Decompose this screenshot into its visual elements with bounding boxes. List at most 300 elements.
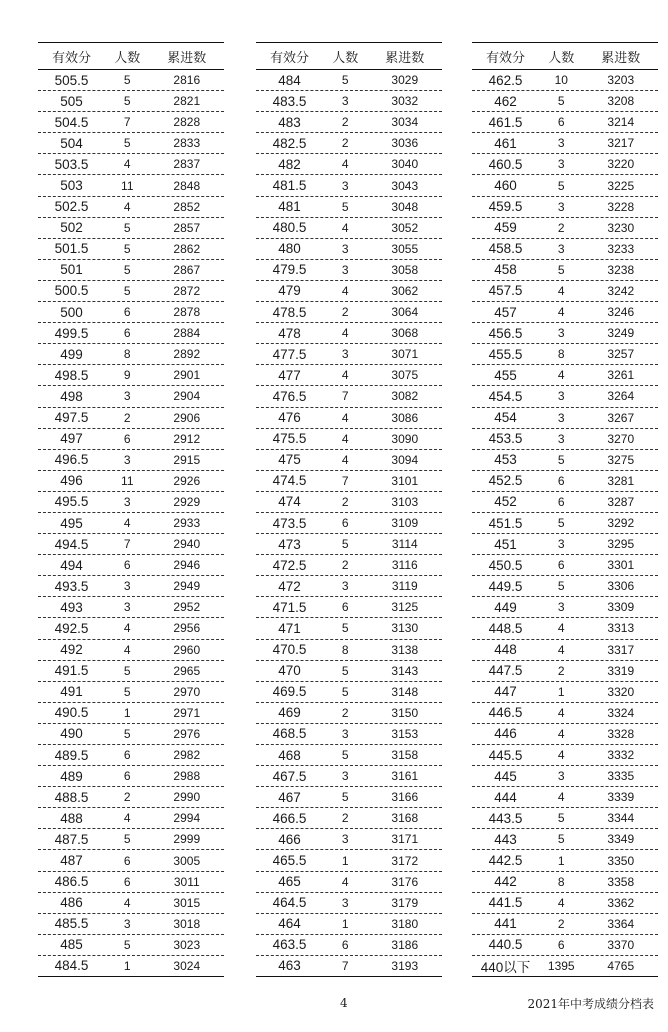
cumulative-cell: 3130 (391, 621, 419, 636)
cumulative-cell: 2971 (173, 705, 201, 720)
table-row (38, 935, 224, 956)
table-row (256, 471, 442, 492)
cumulative-cell: 2837 (173, 157, 201, 172)
score-cell: 498 (60, 388, 83, 404)
score-cell: 477 (278, 367, 301, 383)
table-row (472, 365, 658, 386)
cumulative-cell: 3264 (607, 389, 635, 404)
cumulative-cell: 3138 (391, 642, 419, 657)
table-row (472, 133, 658, 154)
cumulative-cell: 3344 (607, 811, 635, 826)
score-cell: 448.5 (488, 620, 523, 636)
count-cell: 7 (341, 958, 349, 973)
table-row (38, 661, 224, 682)
table-body (38, 70, 224, 977)
cumulative-cell: 3032 (391, 94, 419, 109)
count-cell: 2 (123, 410, 131, 425)
table-row (38, 323, 224, 344)
cumulative-cell: 3040 (391, 157, 419, 172)
cumulative-cell: 3082 (391, 389, 419, 404)
score-cell: 487.5 (54, 831, 89, 847)
count-cell: 4 (341, 368, 349, 383)
table-row (472, 829, 658, 850)
score-cell: 442 (494, 874, 517, 890)
cumulative-cell: 3024 (173, 958, 201, 973)
cumulative-cell: 3153 (391, 726, 419, 741)
table-row (38, 872, 224, 893)
count-cell: 3 (123, 600, 131, 615)
count-cell: 8 (557, 874, 565, 889)
count-cell: 5 (557, 832, 565, 847)
table-row (38, 471, 224, 492)
cumulative-cell: 3090 (391, 431, 419, 446)
cumulative-cell: 2940 (173, 537, 201, 552)
cumulative-cell: 3306 (607, 579, 635, 594)
table-row (256, 386, 442, 407)
cumulative-cell: 3292 (607, 516, 635, 531)
score-cell: 487 (60, 853, 83, 869)
score-cell: 480.5 (272, 220, 307, 236)
count-cell: 4 (123, 516, 131, 531)
table-row (256, 344, 442, 365)
score-cell: 477.5 (272, 346, 307, 362)
cumulative-cell: 3270 (607, 431, 635, 446)
score-cell: 478 (278, 325, 301, 341)
cumulative-cell: 2926 (173, 473, 201, 488)
score-cell: 504 (60, 135, 83, 151)
cumulative-cell: 3238 (607, 262, 635, 277)
table-row (256, 112, 442, 133)
score-cell: 467.5 (272, 768, 307, 784)
score-cell: 461.5 (488, 114, 523, 130)
header-cumulative: 累进数 (167, 50, 207, 66)
count-cell: 2 (341, 494, 349, 509)
cumulative-cell: 3018 (173, 916, 201, 931)
count-cell: 3 (557, 410, 565, 425)
cumulative-cell: 2833 (173, 136, 201, 151)
count-cell: 3 (557, 136, 565, 151)
count-cell: 3 (341, 262, 349, 277)
count-cell: 3 (557, 431, 565, 446)
table-row (472, 112, 658, 133)
score-cell: 471 (278, 620, 301, 636)
count-cell: 6 (123, 431, 131, 446)
score-cell: 447.5 (488, 663, 523, 679)
count-cell: 5 (341, 621, 349, 636)
count-cell: 6 (557, 115, 565, 130)
count-cell: 5 (341, 199, 349, 214)
cumulative-cell: 3349 (607, 832, 635, 847)
score-cell: 455 (494, 367, 517, 383)
table-row (472, 850, 658, 871)
cumulative-cell: 2988 (173, 769, 201, 784)
score-cell: 491.5 (54, 663, 89, 679)
count-cell: 4 (123, 642, 131, 657)
table-row (256, 70, 442, 91)
table-row (256, 724, 442, 745)
table-row (256, 197, 442, 218)
table-row (472, 576, 658, 597)
table-row (472, 175, 658, 196)
score-cell: 470 (278, 663, 301, 679)
cumulative-cell: 3364 (607, 916, 635, 931)
count-cell: 4 (341, 452, 349, 467)
count-cell: 5 (123, 832, 131, 847)
table-row (38, 91, 224, 112)
count-cell: 5 (557, 579, 565, 594)
cumulative-cell: 3320 (607, 684, 635, 699)
count-cell: 2 (557, 663, 565, 678)
score-cell: 473 (278, 536, 301, 552)
cumulative-cell: 3172 (391, 853, 419, 868)
score-cell: 502.5 (54, 199, 89, 215)
cumulative-cell: 2949 (173, 579, 201, 594)
cumulative-cell: 3370 (607, 937, 635, 952)
cumulative-cell: 2976 (173, 726, 201, 741)
table-row (38, 133, 224, 154)
cumulative-cell: 3052 (391, 220, 419, 235)
cumulative-cell: 3362 (607, 895, 635, 910)
cumulative-cell: 3055 (391, 241, 419, 256)
count-cell: 8 (341, 642, 349, 657)
table-row (38, 492, 224, 513)
table-row (38, 808, 224, 829)
count-cell: 5 (123, 684, 131, 699)
count-cell: 5 (341, 790, 349, 805)
score-cell: 450.5 (488, 557, 523, 573)
count-cell: 4 (123, 199, 131, 214)
score-cell: 472.5 (272, 557, 307, 573)
score-cell: 454 (494, 410, 517, 426)
document-title: 2021年中考成绩分档表 (527, 997, 654, 1011)
table-row (38, 175, 224, 196)
score-cell: 493 (60, 599, 83, 615)
cumulative-cell: 3068 (391, 326, 419, 341)
count-cell: 6 (123, 326, 131, 341)
table-row (472, 808, 658, 829)
count-cell: 3 (341, 895, 349, 910)
count-cell: 3 (341, 241, 349, 256)
score-cell: 460 (494, 178, 517, 194)
table-row (38, 513, 224, 534)
cumulative-cell: 3036 (391, 136, 419, 151)
score-cell: 441.5 (488, 895, 523, 911)
count-cell: 3 (341, 769, 349, 784)
count-cell: 2 (341, 305, 349, 320)
count-cell: 4 (123, 157, 131, 172)
cumulative-cell: 2960 (173, 642, 201, 657)
score-cell: 492 (60, 642, 83, 658)
cumulative-cell: 3071 (391, 347, 419, 362)
count-cell: 4 (341, 220, 349, 235)
count-cell: 6 (123, 558, 131, 573)
score-cell: 465.5 (272, 853, 307, 869)
count-cell: 8 (557, 347, 565, 362)
count-cell: 5 (123, 937, 131, 952)
count-cell: 5 (557, 516, 565, 531)
cumulative-cell: 2970 (173, 684, 201, 699)
table-row (38, 302, 224, 323)
cumulative-cell: 3086 (391, 410, 419, 425)
count-cell: 4 (123, 621, 131, 636)
cumulative-cell: 3023 (173, 937, 201, 952)
count-cell: 5 (341, 684, 349, 699)
score-cell: 452 (494, 494, 517, 510)
cumulative-cell: 3114 (391, 537, 418, 552)
count-cell: 6 (123, 769, 131, 784)
score-cell: 475 (278, 452, 301, 468)
table-header (38, 42, 224, 70)
score-cell: 488.5 (54, 789, 89, 805)
header-cumulative: 累进数 (385, 50, 425, 66)
table-row (256, 576, 442, 597)
table-row (472, 703, 658, 724)
cumulative-cell: 3313 (607, 621, 635, 636)
cumulative-cell: 3011 (173, 874, 200, 889)
count-cell: 4 (557, 895, 565, 910)
cumulative-cell: 2999 (173, 832, 201, 847)
table-row (38, 344, 224, 365)
cumulative-cell: 3225 (607, 178, 635, 193)
header-cumulative: 累进数 (601, 50, 641, 66)
cumulative-cell: 3281 (607, 473, 635, 488)
table-row (38, 640, 224, 661)
table-row (256, 302, 442, 323)
cumulative-cell: 2862 (173, 241, 201, 256)
count-cell: 4 (557, 305, 565, 320)
cumulative-cell: 3048 (391, 199, 419, 214)
cumulative-cell: 3150 (391, 705, 419, 720)
count-cell: 4 (341, 157, 349, 172)
score-cell: 503 (60, 178, 83, 194)
table-row (472, 724, 658, 745)
cumulative-cell: 3220 (607, 157, 635, 172)
count-cell: 3 (557, 241, 565, 256)
score-cell: 489 (60, 768, 83, 784)
score-cell: 464.5 (272, 895, 307, 911)
score-cell: 478.5 (272, 304, 307, 320)
count-cell: 5 (123, 94, 131, 109)
table-row (472, 323, 658, 344)
score-cell: 486.5 (54, 874, 89, 890)
count-cell: 3 (341, 347, 349, 362)
count-cell: 4 (341, 431, 349, 446)
count-cell: 5 (341, 748, 349, 763)
count-cell: 4 (557, 705, 565, 720)
score-cell: 459.5 (488, 199, 523, 215)
table-row (38, 914, 224, 935)
score-cell: 466 (278, 831, 301, 847)
table-row (256, 787, 442, 808)
count-cell: 2 (341, 136, 349, 151)
table-row (38, 555, 224, 576)
table-row (256, 640, 442, 661)
count-cell: 3 (557, 769, 565, 784)
count-cell: 3 (557, 157, 565, 172)
cumulative-cell: 3267 (607, 410, 635, 425)
cumulative-cell: 3186 (391, 937, 419, 952)
score-cell: 489.5 (54, 747, 89, 763)
count-cell: 4 (123, 895, 131, 910)
score-cell: 490 (60, 726, 83, 742)
count-cell: 6 (557, 937, 565, 952)
score-cell: 469 (278, 705, 301, 721)
count-cell: 5 (123, 283, 131, 298)
header-score: 有效分 (485, 50, 525, 66)
count-cell: 5 (123, 136, 131, 151)
cumulative-cell: 2906 (173, 410, 201, 425)
count-cell: 3 (123, 389, 131, 404)
table-row (38, 724, 224, 745)
count-cell: 5 (557, 452, 565, 467)
count-cell: 1 (341, 853, 349, 868)
score-cell: 474 (278, 494, 301, 510)
table-row (472, 618, 658, 639)
score-cell: 449 (494, 599, 517, 615)
count-cell: 5 (341, 537, 349, 552)
table-row (256, 281, 442, 302)
table-row (472, 956, 658, 977)
score-cell: 494.5 (54, 536, 89, 552)
score-cell: 499 (60, 346, 83, 362)
count-cell: 6 (123, 748, 131, 763)
count-cell: 4 (123, 811, 131, 826)
table-row (256, 682, 442, 703)
count-cell: 6 (341, 516, 349, 531)
table-row (472, 935, 658, 956)
cumulative-cell: 3116 (391, 558, 418, 573)
cumulative-cell: 3275 (607, 452, 635, 467)
score-cell: 497.5 (54, 410, 89, 426)
count-cell: 5 (123, 220, 131, 235)
cumulative-cell: 2867 (173, 262, 201, 277)
cumulative-cell: 3075 (391, 368, 419, 383)
count-cell: 3 (341, 832, 349, 847)
count-cell: 6 (341, 600, 349, 615)
score-cell: 467 (278, 789, 301, 805)
score-cell: 468 (278, 747, 301, 763)
table-row (256, 218, 442, 239)
count-cell: 5 (557, 811, 565, 826)
score-cell: 447 (494, 684, 517, 700)
cumulative-cell: 2901 (173, 368, 201, 383)
table-row (256, 956, 442, 977)
cumulative-cell: 3230 (607, 220, 635, 235)
score-cell: 443 (494, 831, 517, 847)
score-cell: 490.5 (54, 705, 89, 721)
score-cell: 449.5 (488, 578, 523, 594)
count-cell: 9 (123, 368, 131, 383)
cumulative-cell: 3015 (173, 895, 201, 910)
cumulative-cell: 2904 (173, 389, 201, 404)
score-cell: 465 (278, 874, 301, 890)
count-cell: 5 (123, 663, 131, 678)
cumulative-cell: 3062 (391, 283, 419, 298)
score-cell: 492.5 (54, 620, 89, 636)
cumulative-cell: 3214 (607, 115, 635, 130)
table-row (472, 197, 658, 218)
cumulative-cell: 3261 (607, 368, 635, 383)
table-row (256, 323, 442, 344)
count-cell: 5 (123, 73, 131, 88)
score-cell: 457 (494, 304, 517, 320)
table-row (38, 576, 224, 597)
score-cell: 452.5 (488, 473, 523, 489)
cumulative-cell: 3317 (607, 642, 635, 657)
cumulative-cell: 2821 (173, 94, 201, 109)
table-row (38, 197, 224, 218)
count-cell: 6 (123, 874, 131, 889)
count-cell: 8 (123, 347, 131, 362)
score-cell: 495.5 (54, 494, 89, 510)
cumulative-cell: 3350 (607, 853, 635, 868)
table-row (38, 70, 224, 91)
cumulative-cell: 2892 (173, 347, 201, 362)
table-row (472, 893, 658, 914)
score-cell: 460.5 (488, 156, 523, 172)
count-cell: 4 (341, 283, 349, 298)
header-count: 人数 (548, 50, 575, 66)
count-cell: 10 (554, 73, 568, 88)
count-cell: 7 (123, 115, 131, 130)
table-row (256, 513, 442, 534)
table-row (38, 829, 224, 850)
cumulative-cell: 3034 (391, 115, 419, 130)
score-cell: 501 (60, 262, 83, 278)
table-row (256, 450, 442, 471)
cumulative-cell: 2994 (173, 811, 201, 826)
score-cell: 493.5 (54, 578, 89, 594)
score-cell: 446.5 (488, 705, 523, 721)
cumulative-cell: 2848 (173, 178, 201, 193)
score-cell: 463 (278, 958, 301, 974)
cumulative-cell: 3029 (391, 73, 419, 88)
cumulative-cell: 3109 (391, 516, 419, 531)
count-cell: 4 (557, 368, 565, 383)
score-cell: 482.5 (272, 135, 307, 151)
cumulative-cell: 3233 (607, 241, 635, 256)
score-cell: 457.5 (488, 283, 523, 299)
score-cell: 496 (60, 473, 83, 489)
score-cell: 462 (494, 93, 517, 109)
score-cell: 455.5 (488, 346, 523, 362)
table-row (472, 787, 658, 808)
cumulative-cell: 3301 (607, 558, 635, 573)
count-cell: 4 (557, 790, 565, 805)
score-cell: 461 (494, 135, 517, 151)
cumulative-cell: 2912 (173, 431, 201, 446)
table-row (472, 281, 658, 302)
table-row (472, 239, 658, 260)
cumulative-cell: 2952 (173, 600, 201, 615)
score-cell: 453.5 (488, 431, 523, 447)
header-count: 人数 (114, 50, 141, 66)
count-cell: 3 (341, 178, 349, 193)
score-table-column-3 (472, 42, 658, 977)
table-row (472, 492, 658, 513)
cumulative-cell: 3166 (391, 790, 419, 805)
score-cell: 451 (494, 536, 517, 552)
count-cell: 3 (123, 579, 131, 594)
table-row (472, 914, 658, 935)
table-row (256, 492, 442, 513)
table-row (38, 281, 224, 302)
cumulative-cell: 3158 (391, 748, 419, 763)
table-row (38, 850, 224, 871)
table-row (256, 408, 442, 429)
score-table-column-1 (38, 42, 224, 977)
cumulative-cell: 2933 (173, 516, 201, 531)
